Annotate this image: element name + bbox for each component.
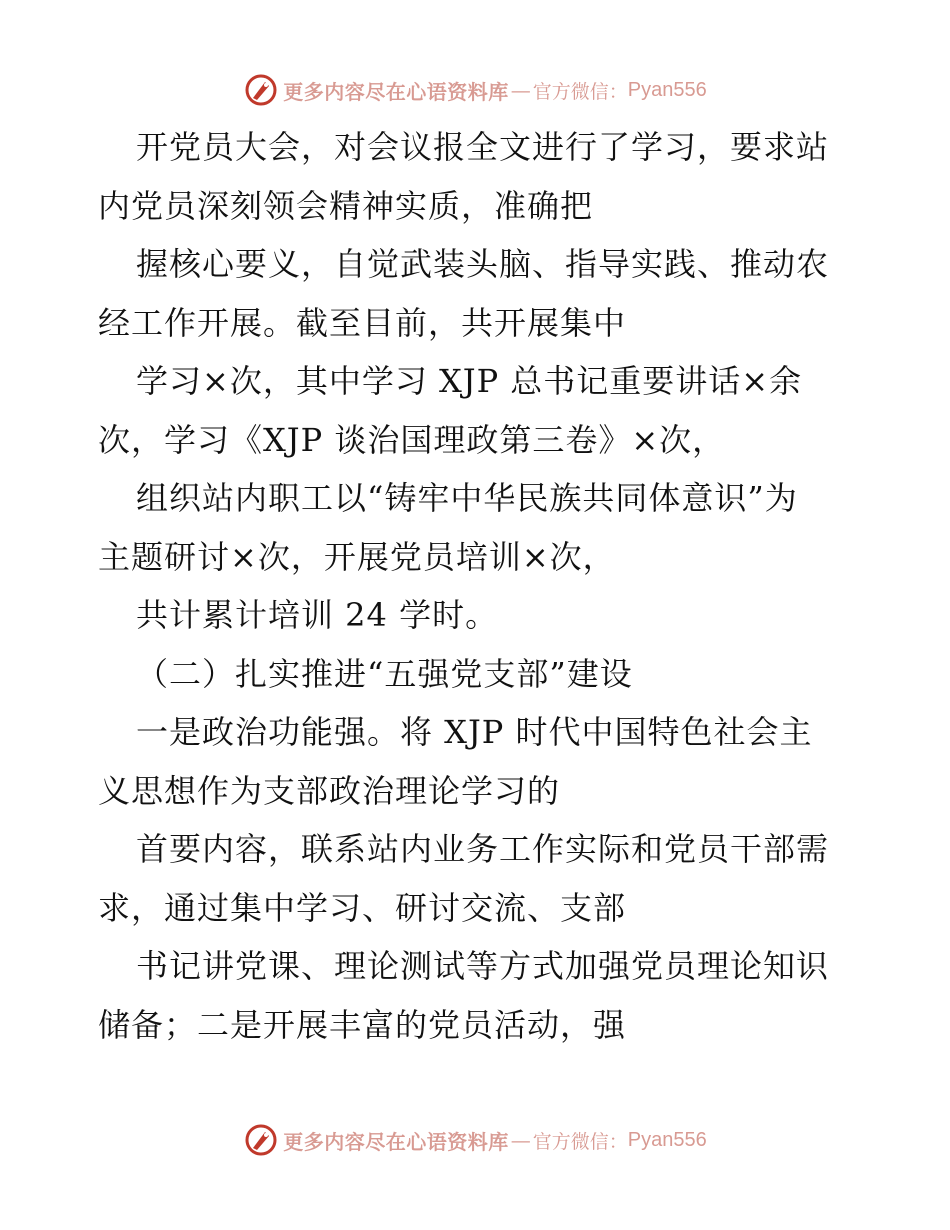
section-heading: （二）扎实推进“五强党支部”建设 bbox=[136, 654, 633, 693]
body-line: 书记讲党课、理论测试等方式加强党员理论知识 bbox=[136, 947, 830, 985]
body-line: 握核心要义，自觉武装头脑、指导实践、推动农 bbox=[136, 245, 830, 283]
footer-watermark bbox=[0, 1120, 950, 1160]
body-line: 一是政治功能强。将 XJP 时代中国特色社会主 bbox=[136, 713, 813, 751]
watermark-separator: — bbox=[510, 78, 531, 102]
watermark-label: 官方微信： bbox=[532, 1130, 628, 1153]
body-line: 次，学习《XJP 谈治国理政第三卷》×次， bbox=[98, 420, 726, 459]
body-line: 主题研讨×次，开展党员培训×次， bbox=[98, 537, 616, 576]
body-line: 经工作开展。截至目前，共开展集中 bbox=[98, 303, 627, 342]
body-line: 共计累计培训 24 学时。 bbox=[136, 596, 499, 634]
body-line: 开党员大会，对会议报全文进行了学习，要求站 bbox=[136, 128, 830, 166]
watermark-wechat-id: Pyan556 bbox=[627, 1128, 707, 1151]
watermark-separator: — bbox=[510, 1128, 531, 1152]
header-watermark bbox=[0, 70, 950, 110]
pen-nib-logo-icon bbox=[243, 1122, 279, 1158]
body-line: 求，通过集中学习、研讨交流、支部 bbox=[98, 888, 627, 927]
watermark-brand: 更多内容尽在心语资料库 bbox=[283, 79, 509, 104]
body-line: 内党员深刻领会精神实质，准确把 bbox=[98, 186, 594, 225]
watermark-wechat-id: Pyan556 bbox=[627, 78, 707, 101]
body-line: 学习×次，其中学习 XJP 总书记重要讲话×余 bbox=[136, 362, 803, 400]
watermark-brand: 更多内容尽在心语资料库 bbox=[283, 1129, 509, 1154]
body-line: 组织站内职工以“铸牢中华民族共同体意识”为 bbox=[136, 479, 798, 517]
body-line: 储备；二是开展丰富的党员活动，强 bbox=[98, 1005, 627, 1044]
body-line: 首要内容，联系站内业务工作实际和党员干部需 bbox=[136, 830, 830, 868]
pen-nib-logo-icon bbox=[243, 72, 279, 108]
body-line: 义思想作为支部政治理论学习的 bbox=[98, 771, 561, 810]
watermark-label: 官方微信： bbox=[532, 80, 628, 103]
document-body bbox=[98, 118, 868, 1054]
